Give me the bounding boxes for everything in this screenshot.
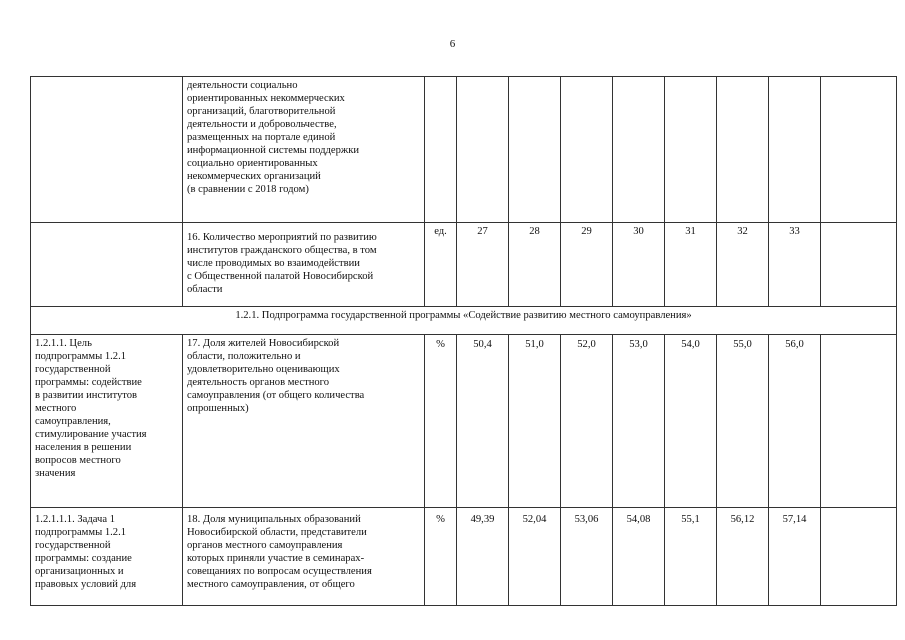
empty-cell [821,223,897,307]
table-row [31,77,897,223]
value-cell: 57,14 [769,508,821,606]
indicator-cell: 16. Количество мероприятий по развитию институтов гражданского общества, в том числе проводимых во взаимодействии с Общественной палатой Новосибирской области [183,223,425,307]
value-cell: 28 [509,223,561,307]
table-row [31,223,897,307]
value-cell: 30 [613,223,665,307]
value-cell [509,77,561,223]
value-cell [717,77,769,223]
value-cell: 56,0 [769,335,821,508]
indicator-cell: деятельности социально ориентированных некоммерческих организаций, благотворительной деятельности и добровольчестве, размещенных на портале единой информационной системы поддержки социально ориентированных некоммерческих организаций (в сравнении с 2018 годом) [183,77,425,223]
value-cell: 54,0 [665,335,717,508]
value-cell [769,77,821,223]
goal-cell [31,223,183,307]
value-cell: 29 [561,223,613,307]
value-cell: 56,12 [717,508,769,606]
value-cell: 52,0 [561,335,613,508]
value-cell: 53,0 [613,335,665,508]
empty-cell [821,335,897,508]
unit-cell: % [425,335,457,508]
table-row [31,508,897,606]
value-cell: 54,08 [613,508,665,606]
empty-cell [821,77,897,223]
value-cell [613,77,665,223]
value-cell: 52,04 [509,508,561,606]
value-cell: 53,06 [561,508,613,606]
value-cell: 51,0 [509,335,561,508]
value-cell: 27 [457,223,509,307]
unit-cell [425,77,457,223]
goal-cell [31,77,183,223]
value-cell: 33 [769,223,821,307]
table-row [31,335,897,508]
section-heading-row [31,307,897,335]
value-cell: 55,1 [665,508,717,606]
value-cell [561,77,613,223]
value-cell: 55,0 [717,335,769,508]
empty-cell [821,508,897,606]
value-cell [457,77,509,223]
indicators-table [30,76,897,606]
goal-cell: 1.2.1.1.1. Задача 1 подпрограммы 1.2.1 государственной программы: создание организационных и правовых условий для [31,508,183,606]
value-cell [665,77,717,223]
value-cell: 50,4 [457,335,509,508]
page-number: 6 [449,38,456,50]
value-cell: 31 [665,223,717,307]
section-heading: 1.2.1. Подпрограмма государственной программы «Содействие развитию местного самоуправления» [31,307,897,335]
indicator-cell: 18. Доля муниципальных образований Новосибирской области, представители органов местного самоуправления которых приняли участие в семинарах- совещаниях по вопросам осуществления местного самоуправления, от общего [183,508,425,606]
value-cell: 32 [717,223,769,307]
goal-cell: 1.2.1.1. Цель подпрограммы 1.2.1 государственной программы: содействие в развитии институтов местного самоуправления, стимулирование участия населения в решении вопросов местного значения [31,335,183,508]
value-cell: 49,39 [457,508,509,606]
indicator-cell: 17. Доля жителей Новосибирской области, положительно и удовлетворительно оценивающих деятельность органов местного самоуправления (от общего количества опрошенных) [183,335,425,508]
unit-cell: ед. [425,223,457,307]
unit-cell: % [425,508,457,606]
